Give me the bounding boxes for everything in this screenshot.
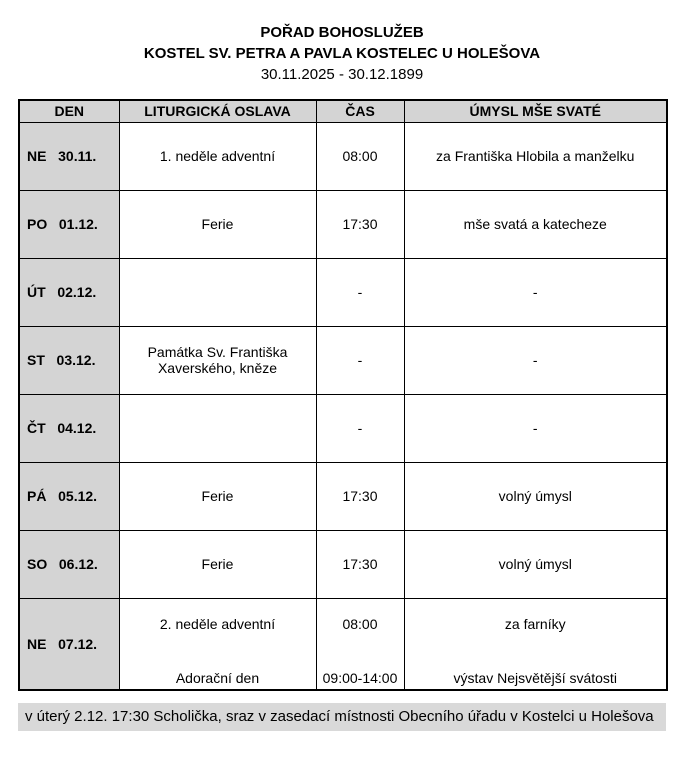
day-cell: ČT 04.12.	[19, 394, 119, 462]
day-cell: NE 07.12.	[19, 598, 119, 690]
document-subtitle: KOSTEL SV. PETRA A PAVLA KOSTELEC U HOLEŠOVA	[143, 45, 541, 62]
time-cell: 17:30	[316, 190, 404, 258]
table-row	[19, 190, 667, 258]
intention-cell: -	[404, 394, 667, 462]
celebration-cell	[119, 258, 316, 326]
time-cell: 09:00-14:00	[316, 650, 404, 690]
intention-cell: -	[404, 258, 667, 326]
table-row	[19, 258, 667, 326]
column-header-cas: ČAS	[316, 100, 404, 122]
document-title: POŘAD BOHOSLUŽEB	[260, 24, 424, 41]
celebration-cell: Ferie	[119, 462, 316, 530]
document-header	[18, 22, 666, 85]
date-range: 30.11.2025 - 30.12.1899	[260, 66, 424, 83]
table-row	[19, 530, 667, 598]
table-row	[19, 598, 667, 650]
day-cell: NE 30.11.	[19, 122, 119, 190]
schedule-table	[18, 99, 668, 691]
column-header-liturgicka-oslava: LITURGICKÁ OSLAVA	[119, 100, 316, 122]
day-cell: ST 03.12.	[19, 326, 119, 394]
celebration-cell	[119, 394, 316, 462]
celebration-cell: Adorační den	[119, 650, 316, 690]
celebration-cell: 2. neděle adventní	[119, 598, 316, 650]
celebration-cell: Ferie	[119, 190, 316, 258]
column-header-den: DEN	[19, 100, 119, 122]
table-row	[19, 122, 667, 190]
intention-cell: volný úmysl	[404, 530, 667, 598]
time-cell: -	[316, 258, 404, 326]
intention-cell: výstav Nejsvětější svátosti	[404, 650, 667, 690]
celebration-cell: 1. neděle adventní	[119, 122, 316, 190]
table-row	[19, 394, 667, 462]
table-row	[19, 326, 667, 394]
column-header-umysl-mse-svate: ÚMYSL MŠE SVATÉ	[404, 100, 667, 122]
time-cell: 08:00	[316, 122, 404, 190]
footer-note: v úterý 2.12. 17:30 Scholička, sraz v zasedací místnosti Obecního úřadu v Kostelci u Holešova	[18, 703, 666, 731]
time-cell: -	[316, 394, 404, 462]
intention-cell: za Františka Hlobila a manželku	[404, 122, 667, 190]
celebration-cell: Památka Sv. Františka Xaverského, kněze	[119, 326, 316, 394]
day-cell: SO 06.12.	[19, 530, 119, 598]
table-row	[19, 462, 667, 530]
day-cell: PO 01.12.	[19, 190, 119, 258]
day-cell: PÁ 05.12.	[19, 462, 119, 530]
table-header-row	[19, 100, 667, 122]
intention-cell: -	[404, 326, 667, 394]
celebration-cell: Ferie	[119, 530, 316, 598]
intention-cell: mše svatá a katecheze	[404, 190, 667, 258]
time-cell: 17:30	[316, 462, 404, 530]
day-cell: ÚT 02.12.	[19, 258, 119, 326]
time-cell: 08:00	[316, 598, 404, 650]
intention-cell: za farníky	[404, 598, 667, 650]
time-cell: -	[316, 326, 404, 394]
time-cell: 17:30	[316, 530, 404, 598]
intention-cell: volný úmysl	[404, 462, 667, 530]
